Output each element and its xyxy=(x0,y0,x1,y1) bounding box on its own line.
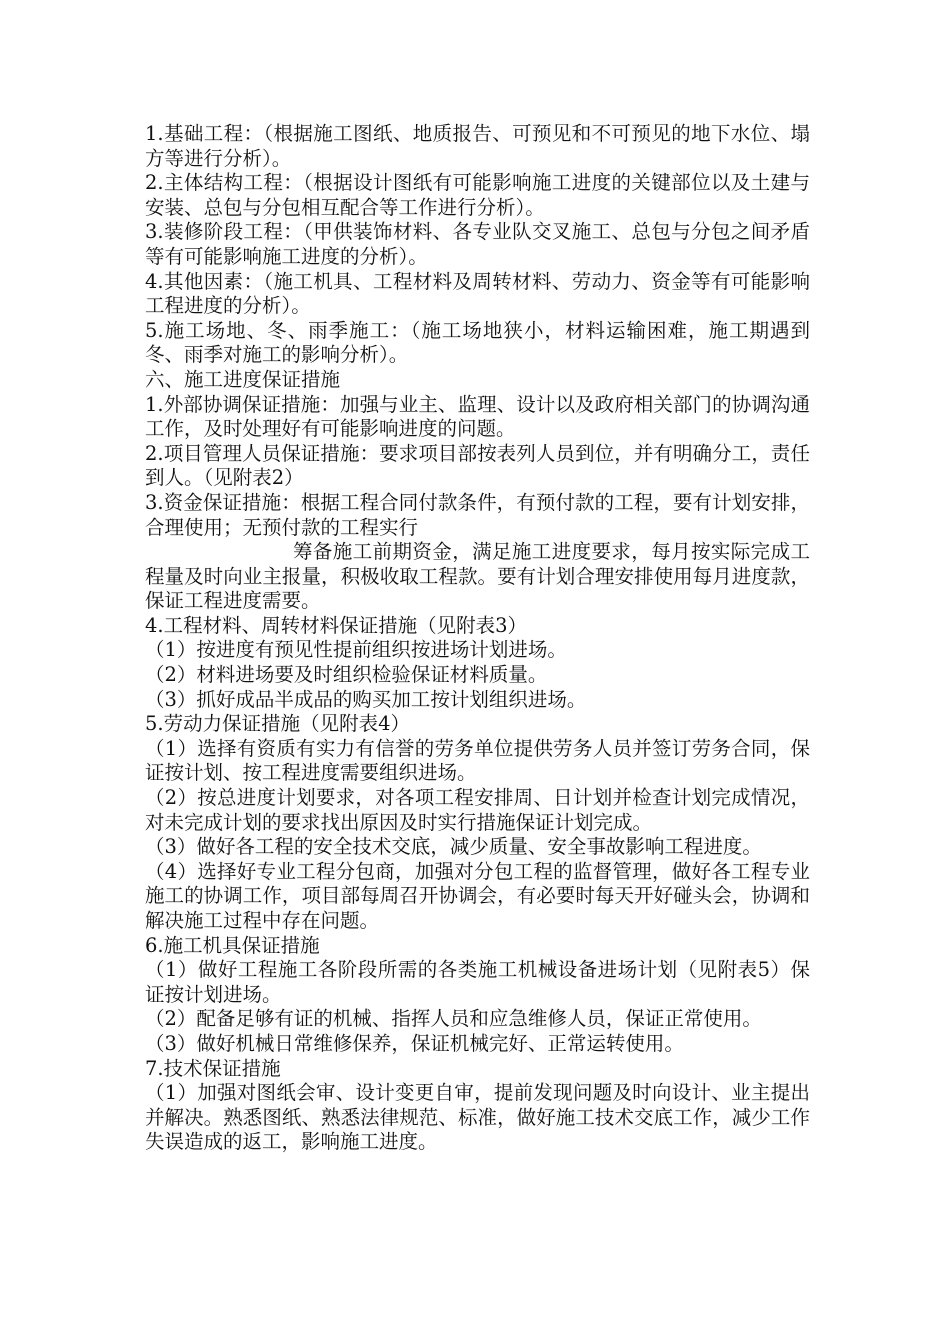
paragraph-other-factors: 4.其他因素：（施工机具、工程材料及周转材料、劳动力、资金等有可能影响工程进度的分析）。 xyxy=(145,269,810,318)
paragraph-external-coordination: 1.外部协调保证措施：加强与业主、监理、设计以及政府相关部门的协调沟通工作，及时处理好有可能影响进度的问题。 xyxy=(145,392,810,441)
list-item-materials-3: （3）抓好成品半成品的购买加工按计划组织进场。 xyxy=(145,687,587,711)
heading-machinery: 6.施工机具保证措施 xyxy=(145,933,320,957)
list-item-machinery-3: （3）做好机械日常维修保养，保证机械完好、正常运转使用。 xyxy=(145,1031,684,1055)
paragraph-funding: 3.资金保证措施：根据工程合同付款条件，有预付款的工程，要有计划安排，合理使用；无预付款的工程实行 xyxy=(145,490,810,539)
list-item-technical-1: （1）加强对图纸会审、设计变更自审，提前发现问题及时向设计、业主提出并解决。熟悉图纸、熟悉法律规范、标准，做好施工技术交底工作，减少工作失误造成的返工，影响施工进度。 xyxy=(145,1081,810,1154)
paragraph-site-season: 5.施工场地、冬、雨季施工：（施工场地狭小，材料运输困难，施工期遇到冬、雨季对施工的影响分析）。 xyxy=(145,318,810,367)
list-item-labor-2: （2）按总进度计划要求，对各项工程安排周、日计划并检查计划完成情况，对未完成计划的要求找出原因及时实行措施保证计划完成。 xyxy=(145,786,810,834)
paragraph-decoration-stage: 3.装修阶段工程：（甲供装饰材料、各专业队交叉施工、总包与分包之间矛盾等有可能影响施工进度的分析）。 xyxy=(145,220,810,268)
heading-materials: 4.工程材料、周转材料保证措施（见附表3） xyxy=(145,613,528,637)
list-item-materials-1: （1）按进度有预见性提前组织按进场计划进场。 xyxy=(145,638,567,662)
paragraph-funding-continued: 筹备施工前期资金，满足施工进度要求，每月按实际完成工程量及时向业主报量，积极收取工程款。要有计划合理安排使用每月进度款，保证工程进度需要。 xyxy=(145,540,810,613)
list-item-labor-4: （4）选择好专业工程分包商，加强对分包工程的监督管理，做好各工程专业施工的协调工作，项目部每周召开协调会，有必要时每天开好碰头会，协调和解决施工过程中存在问题。 xyxy=(145,859,810,932)
paragraph-foundation-works: 1.基础工程：（根据施工图纸、地质报告、可预见和不可预见的地下水位、塌方等进行分析）。 xyxy=(145,122,810,170)
list-item-labor-3: （3）做好各工程的安全技术交底，减少质量、安全事故影响工程进度。 xyxy=(145,835,762,859)
heading-technical: 7.技术保证措施 xyxy=(145,1056,281,1080)
list-item-materials-2: （2）材料进场要及时组织检验保证材料质量。 xyxy=(145,663,548,687)
paragraph-management-staff: 2.项目管理人员保证措施：要求项目部按表列人员到位，并有明确分工，责任到人。（见附表2） xyxy=(145,441,810,490)
heading-labor: 5.劳动力保证措施（见附表4） xyxy=(145,712,411,736)
list-item-labor-1: （1）选择有资质有实力有信誉的劳务单位提供劳务人员并签订劳务合同，保证按计划、按工程进度需要组织进场。 xyxy=(145,736,810,785)
list-item-machinery-1: （1）做好工程施工各阶段所需的各类施工机械设备进场计划（见附表5）保证按计划进场。 xyxy=(145,958,810,1006)
paragraph-main-structure: 2.主体结构工程：（根据设计图纸有可能影响施工进度的关键部位以及土建与安装、总包与分包相互配合等工作进行分析）。 xyxy=(145,171,810,219)
document-body xyxy=(145,122,810,1155)
list-item-machinery-2: （2）配备足够有证的机械、指挥人员和应急维修人员，保证正常使用。 xyxy=(145,1007,762,1031)
section-heading-schedule-measures: 六、施工进度保证措施 xyxy=(145,367,341,391)
